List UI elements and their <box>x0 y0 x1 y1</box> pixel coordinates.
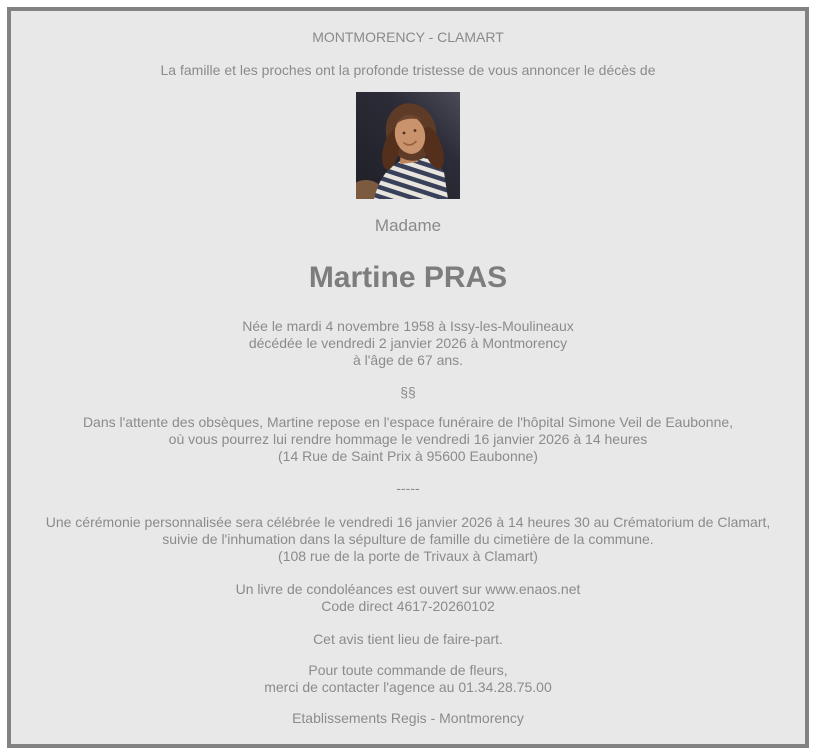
repose-line-1: Dans l'attente des obsèques, Martine repose en l'espace funéraire de l'hôpital Simone Veil de Eaubonne, <box>82 414 734 430</box>
condolences-line: Un livre de condoléances est ouvert sur www.enaos.net <box>235 581 581 597</box>
ceremony-line-1: Une cérémonie personnalisée sera célébrée le vendredi 16 janvier 2026 à 14 heures 30 au Crématorium de Clamart, <box>45 514 771 530</box>
announcement-intro: La famille et les proches ont la profonde tristesse de vous annoncer le décès de <box>160 62 656 78</box>
repose-info <box>11 414 805 465</box>
ceremony-info <box>11 514 805 565</box>
towns-header: MONTMORENCY - CLAMART <box>312 29 504 45</box>
age-line: à l'âge de 67 ans. <box>352 352 464 368</box>
condolences-info <box>11 581 805 615</box>
repose-line-2: où vous pourrez lui rendre hommage le vendredi 16 janvier 2026 à 14 heures <box>168 431 648 447</box>
ceremony-line-2: suivie de l'inhumation dans la sépulture de famille du cimetière de la commune. <box>162 531 654 547</box>
portrait-photo-image <box>356 92 460 199</box>
deceased-name: Martine PRAS <box>308 261 508 294</box>
faire-part-notice: Cet avis tient lieu de faire-part. <box>313 631 503 647</box>
portrait-photo <box>356 92 460 199</box>
repose-address: (14 Rue de Saint Prix à 95600 Eaubonne) <box>278 448 538 464</box>
death-line: décédée le vendredi 2 janvier 2026 à Montmorency <box>248 335 568 351</box>
obituary-card <box>7 7 809 748</box>
civility-label: Madame <box>374 216 442 235</box>
vital-dates <box>11 318 805 369</box>
flowers-line-1: Pour toute commande de fleurs, <box>308 662 508 678</box>
section-separator: §§ <box>400 384 416 400</box>
funeral-home-name: Etablissements Regis - Montmorency <box>292 710 524 726</box>
condolences-code: Code direct 4617-20260102 <box>321 598 495 614</box>
flowers-info <box>11 662 805 696</box>
flowers-line-2: merci de contacter l'agence au 01.34.28.75.00 <box>264 679 552 695</box>
ceremony-address: (108 rue de la porte de Trivaux à Clamart) <box>278 548 538 564</box>
birth-line: Née le mardi 4 novembre 1958 à Issy-les-Moulineaux <box>242 318 574 334</box>
dash-separator: ----- <box>396 480 420 496</box>
